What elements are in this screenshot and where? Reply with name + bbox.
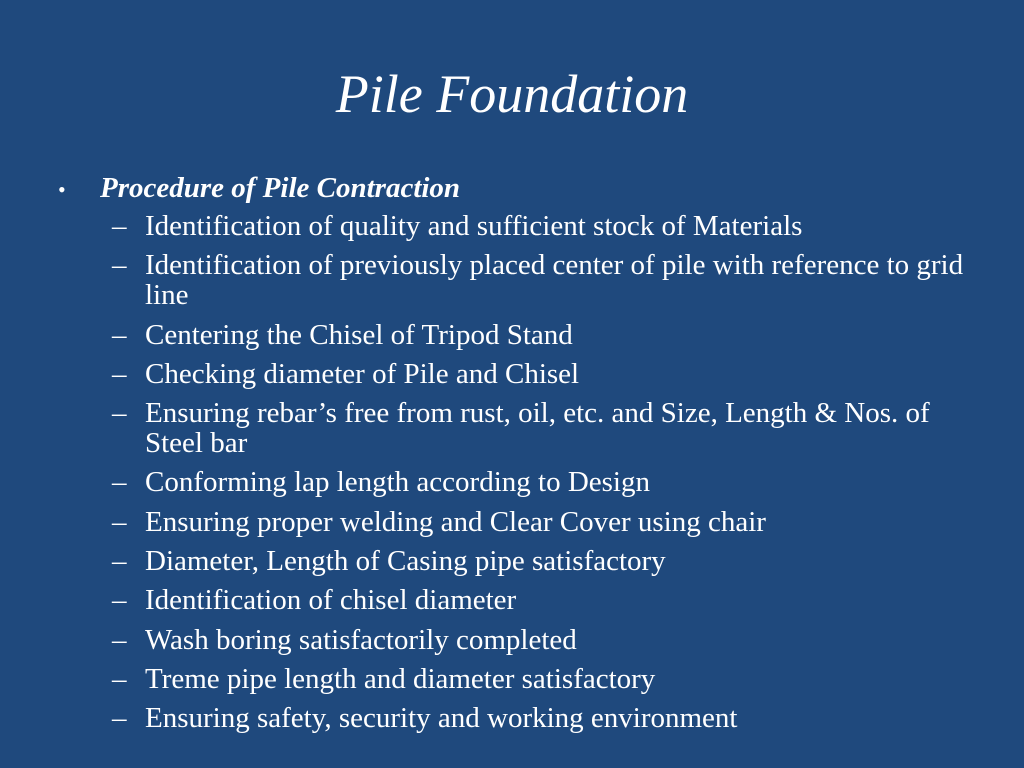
sub-item xyxy=(112,703,978,733)
sub-item-text: Ensuring rebar’s free from rust, oil, etc. and Size, Length & Nos. of Steel bar xyxy=(145,397,930,460)
sub-item-text: Conforming lap length according to Design xyxy=(145,466,650,499)
sub-item xyxy=(112,585,978,615)
sub-item-text: Treme pipe length and diameter satisfactory xyxy=(145,662,656,695)
sub-item-text: Identification of quality and sufficient stock of Materials xyxy=(145,210,803,242)
main-bullet xyxy=(58,170,978,208)
sub-item xyxy=(112,625,978,655)
dash-icon: – xyxy=(112,249,127,282)
sub-item-text: Ensuring safety, security and working environment xyxy=(145,702,738,735)
dash-icon: – xyxy=(112,702,127,735)
sub-item-text: Identification of previously placed center of pile with reference to grid line xyxy=(145,249,964,312)
sub-item-text: Checking diameter of Pile and Chisel xyxy=(145,357,580,390)
dash-icon: – xyxy=(112,545,127,578)
dash-icon: – xyxy=(112,357,127,390)
dash-icon: – xyxy=(112,210,127,242)
sub-item-text: Ensuring proper welding and Clear Cover using chair xyxy=(145,505,766,538)
sub-item xyxy=(112,320,978,350)
dash-icon: – xyxy=(112,505,127,538)
sub-item-text: Identification of chisel diameter xyxy=(145,584,517,617)
slide-body xyxy=(58,170,978,743)
dash-icon: – xyxy=(112,623,127,656)
dash-icon: – xyxy=(112,318,127,351)
slide-title: Pile Foundation xyxy=(335,64,689,124)
sub-item xyxy=(112,467,978,497)
sub-item xyxy=(112,664,978,694)
bullet-heading: Procedure of Pile Contraction xyxy=(100,172,461,204)
sub-item-text: Centering the Chisel of Tripod Stand xyxy=(145,318,573,351)
sub-item-text: Diameter, Length of Casing pipe satisfactory xyxy=(145,545,666,578)
sub-item xyxy=(112,211,978,241)
sub-item xyxy=(112,546,978,576)
dash-icon: – xyxy=(112,466,127,499)
dash-icon: – xyxy=(112,662,127,695)
sub-item xyxy=(112,359,978,389)
sub-item-list xyxy=(58,211,978,733)
sub-item xyxy=(112,250,978,310)
dash-icon: – xyxy=(112,584,127,617)
sub-item xyxy=(112,507,978,537)
sub-item xyxy=(112,398,978,458)
dash-icon: – xyxy=(112,397,127,430)
sub-item-text: Wash boring satisfactorily completed xyxy=(145,623,577,656)
bullet-icon: • xyxy=(58,177,66,202)
